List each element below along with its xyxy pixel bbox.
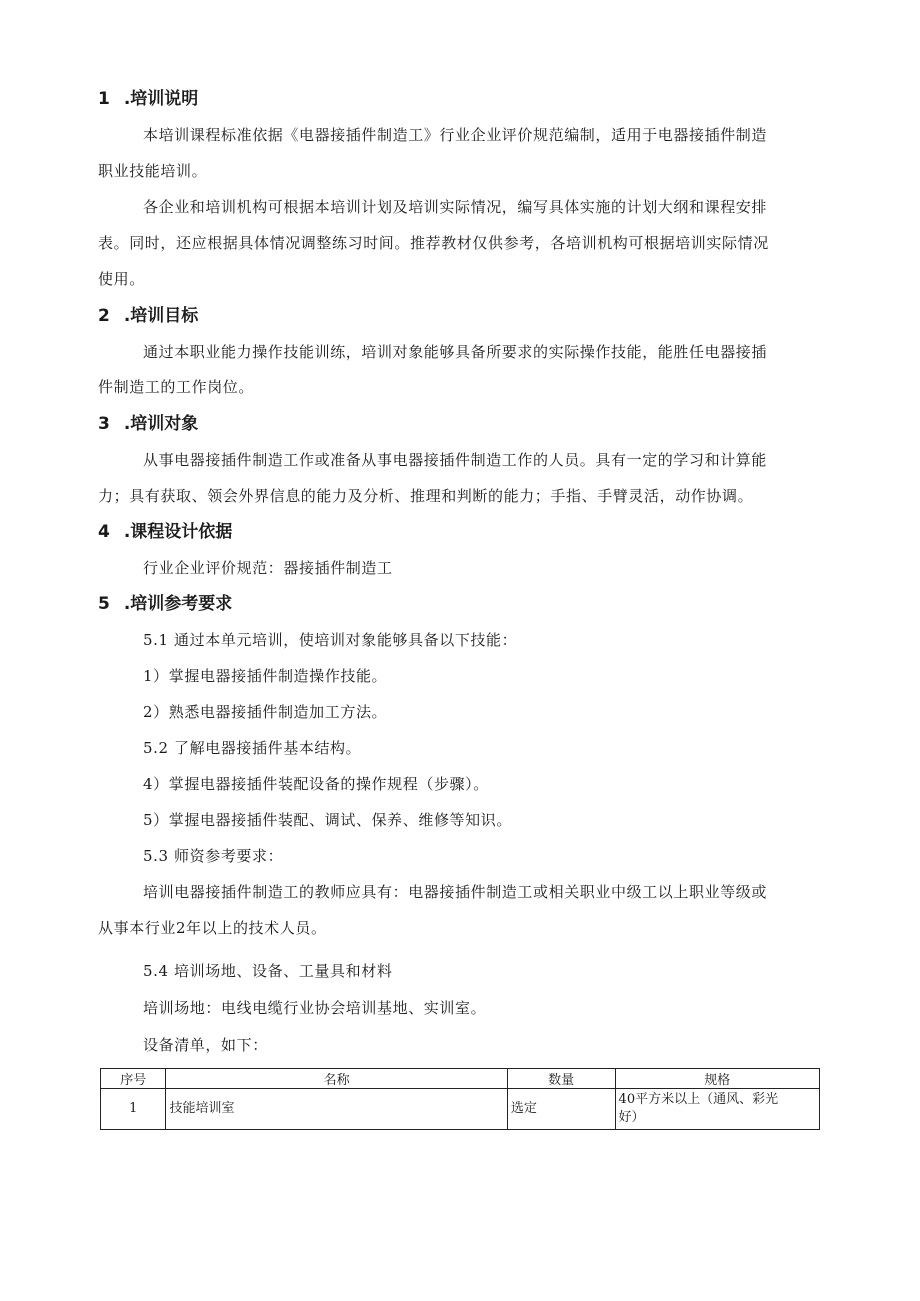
- section-3-number: 3: [98, 414, 110, 434]
- s5-item-5-4: 5.4 培训场地、设备、工量具和材料: [143, 962, 393, 980]
- s3-p1-line1: 从事电器接插件制造工作或准备从事电器接插件制造工作的人员。具有一定的学习和计算能: [143, 451, 768, 469]
- section-1-title: .培训说明: [123, 89, 199, 109]
- section-2-number: 2: [98, 306, 110, 326]
- s5-item-5-2: 5.2 了解电器接插件基本结构。: [143, 739, 362, 757]
- section-5-title: .培训参考要求: [123, 594, 233, 614]
- section-1-heading: [98, 88, 198, 110]
- s5-teacher-line1: 培训电器接插件制造工的教师应具有：电器接插件制造工或相关职业中级工以上职业等级或: [143, 883, 768, 901]
- section-4-heading: [98, 521, 232, 543]
- equipment-table: [100, 1068, 820, 1130]
- s5-item-5-3: 5.3 师资参考要求：: [143, 847, 284, 865]
- s1-p1-line2: 职业技能培训。: [98, 162, 208, 180]
- section-2-heading: [98, 305, 198, 327]
- s4-p1-line1: 行业企业评价规范：器接插件制造工: [143, 559, 393, 577]
- s5-item-5-1: 5.1 通过本单元培训，使培训对象能够具备以下技能：: [143, 631, 518, 649]
- cell-no: 1: [101, 1089, 166, 1130]
- s5-equipment-intro: 设备清单，如下：: [143, 1036, 268, 1054]
- table-row: [101, 1089, 820, 1130]
- header-spec: 规格: [615, 1069, 819, 1089]
- section-2-title: .培训目标: [123, 306, 199, 326]
- section-3-heading: [98, 413, 198, 435]
- section-5-heading: [98, 593, 232, 615]
- s3-p1-line2: 力；具有获取、领会外界信息的能力及分析、推理和判断的能力；手指、手臂灵活，动作协调。: [98, 487, 754, 505]
- s2-p1-line2: 件制造工的工作岗位。: [98, 378, 255, 396]
- s1-p2-line1: 各企业和培训机构可根据本培训计划及培训实际情况，编写具体实施的计划大纲和课程安排: [143, 198, 768, 216]
- header-name: 名称: [166, 1069, 507, 1089]
- section-4-title: .课程设计依据: [123, 522, 233, 542]
- s1-p2-line2: 表。同时，还应根据具体情况调整练习时间。推荐教材仅供参考，各培训机构可根据培训实际情况: [98, 234, 769, 252]
- cell-spec-line2: 好）: [618, 1110, 645, 1125]
- header-no: 序号: [101, 1069, 166, 1089]
- cell-spec: [615, 1089, 819, 1130]
- header-qty: 数量: [507, 1069, 615, 1089]
- s5-item-4: 4）掌握电器接插件装配设备的操作规程（步骤）。: [143, 775, 489, 793]
- cell-spec-line1: 40平方米以上（通风、彩光: [618, 1092, 779, 1107]
- s5-venue: 培训场地：电线电缆行业协会培训基地、实训室。: [143, 999, 487, 1017]
- section-3-title: .培训对象: [123, 414, 199, 434]
- table-header-row: [101, 1069, 820, 1089]
- section-5-number: 5: [98, 594, 110, 614]
- s2-p1-line1: 通过本职业能力操作技能训练，培训对象能够具备所要求的实际操作技能，能胜任电器接插: [143, 343, 768, 361]
- s5-item-1: 1）掌握电器接插件制造操作技能。: [143, 667, 388, 685]
- cell-name: 技能培训室: [166, 1089, 507, 1130]
- s5-item-5: 5）掌握电器接插件装配、调试、保养、维修等知识。: [143, 811, 512, 829]
- s5-teacher-line2: 从事本行业2年以上的技术人员。: [98, 919, 327, 937]
- s1-p2-line3: 使用。: [98, 270, 145, 288]
- s1-p1-line1: 本培训课程标准依据《电器接插件制造工》行业企业评价规范编制，适用于电器接插件制造: [143, 126, 768, 144]
- s5-item-2: 2）熟悉电器接插件制造加工方法。: [143, 703, 388, 721]
- cell-qty: 选定: [507, 1089, 615, 1130]
- section-4-number: 4: [98, 522, 110, 542]
- section-1-number: 1: [98, 89, 110, 109]
